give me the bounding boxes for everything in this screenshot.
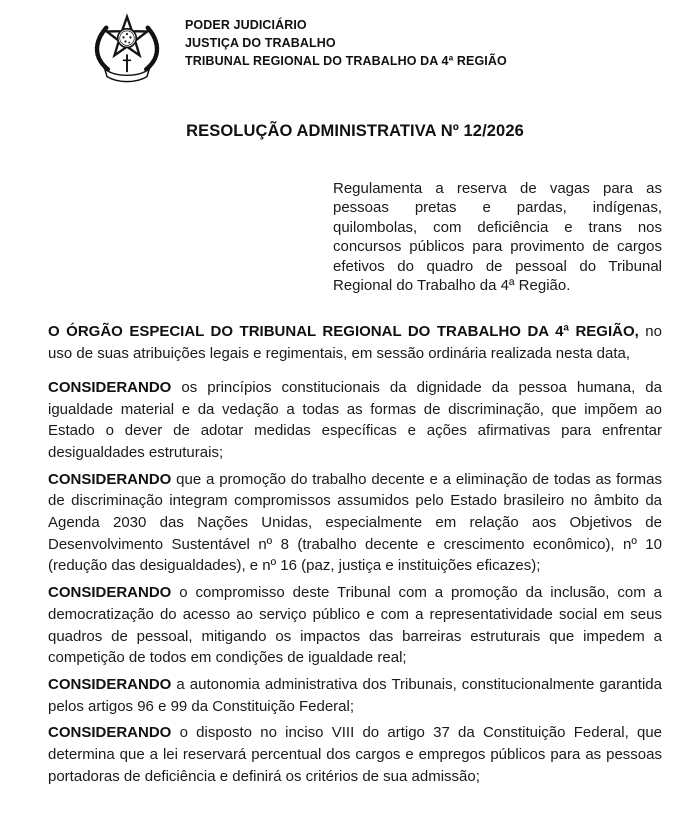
considerando-5-keyword: CONSIDERANDO — [48, 724, 172, 742]
considerando-3-keyword: CONSIDERANDO — [48, 584, 172, 602]
considerando-paragraph-4 — [48, 674, 662, 717]
considerando-4-keyword: CONSIDERANDO — [48, 675, 172, 693]
ementa-paragraph: Regulamenta a reserva de vagas para as pessoas pretas e pardas, indígenas, quilombolas, com deficiência e trans nos concursos públicos para provimento de cargos efetivos do quadro de pessoal do Tribunal Regional do Trabalho da 4ª Região. — [333, 180, 662, 295]
considerando-2-text: que a promoção do trabalho decente e a eliminação de todas as formas de discriminação integram compromissos assumidos pelo Estado brasileiro no âmbito da Agenda 2030 das Nações Unidas, especialmente em relação aos Objetivos de Desenvolvimento Sustentável nº 8 (trabalho decente e crescimento econômico), nº 10 (redução das desigualdades), e nº 16 (paz, justiça e instituições eficazes); — [48, 470, 662, 575]
document-header — [90, 8, 662, 86]
considerando-paragraph-3 — [48, 582, 662, 669]
brazil-coat-of-arms-icon — [90, 8, 164, 86]
considerando-5-text: o disposto no inciso VIII do artigo 37 da Constituição Federal, que determina que a lei reservará percentual dos cargos e empregos públicos para as pessoas portadoras de deficiência e definirá os critérios de sua admissão; — [48, 724, 662, 785]
org-line-trt4: TRIBUNAL REGIONAL DO TRABALHO DA 4ª REGIÃO — [185, 53, 507, 68]
considerando-1-text: os princípios constitucionais da dignidade da pessoa humana, da igualdade material e da vedação a todas as formas de discriminação, que impõem ao Estado o dever de adotar medidas específicas e ações afirmativas para enfrentar desigualdades estruturais; — [48, 378, 662, 461]
org-identification — [185, 17, 507, 70]
org-line-poder-judiciario: PODER JUDICIÁRIO — [185, 18, 307, 32]
org-line-justica-do-trabalho: JUSTIÇA DO TRABALHO — [185, 35, 336, 50]
preamble-rest-text: no uso de suas atribuições legais e regimentais, em sessão ordinária realizada nesta data, — [48, 323, 662, 363]
preamble-paragraph — [48, 321, 662, 364]
considerando-3-text: o compromisso deste Tribunal com a promoção da inclusão, com a democratização do acesso ao serviço público e com a representatividade social em seus quadros de pessoal, mitigando os impactos das barreiras estruturais que impedem a competição de todos em condições de igualdade real; — [48, 584, 662, 667]
considerando-paragraph-2 — [48, 469, 662, 578]
resolution-title: RESOLUÇÃO ADMINISTRATIVA Nº 12/2026 — [186, 122, 524, 140]
considerando-2-keyword: CONSIDERANDO — [48, 470, 172, 488]
considerando-paragraph-1 — [48, 377, 662, 464]
considerando-4-text: a autonomia administrativa dos Tribunais, constitucionalmente garantida pelos artigos 96 e 99 da Constituição Federal; — [48, 675, 662, 715]
considerando-1-keyword: CONSIDERANDO — [48, 378, 172, 396]
preamble-bold-text: O ÓRGÃO ESPECIAL DO TRIBUNAL REGIONAL DO TRABALHO DA 4ª REGIÃO, — [48, 323, 639, 341]
considerando-paragraph-5 — [48, 722, 662, 787]
